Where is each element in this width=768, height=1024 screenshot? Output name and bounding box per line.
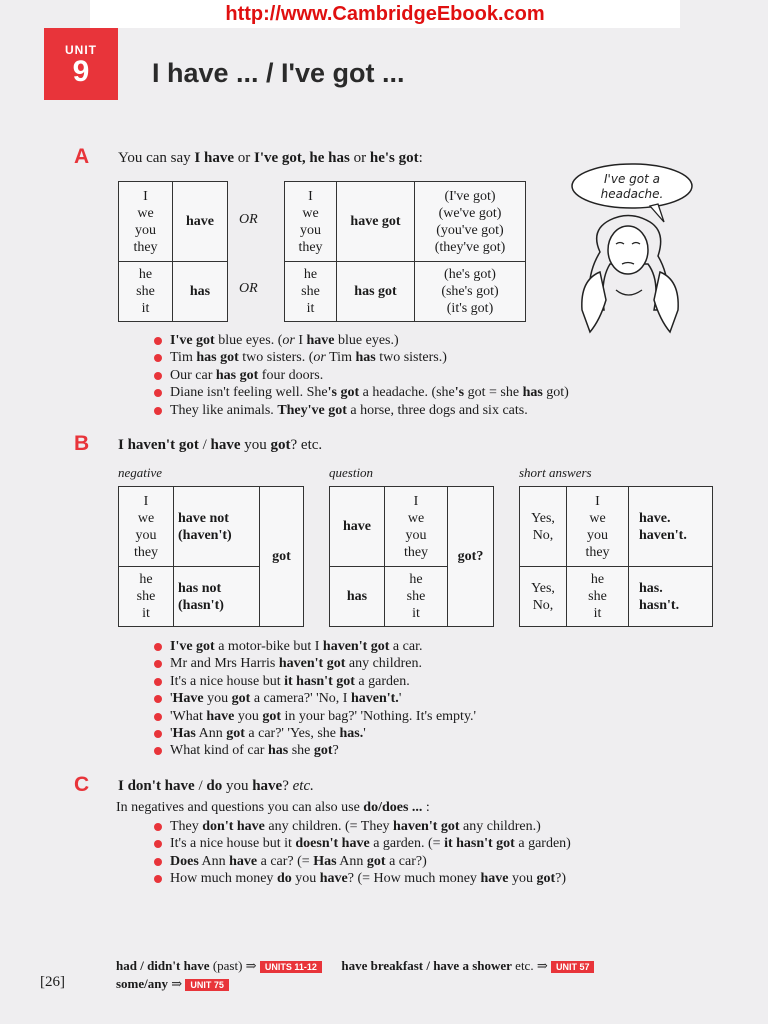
yes-no-bottom: Yes, No, (520, 567, 567, 627)
verb-has-not: has not (hasn't) (174, 567, 260, 627)
table-question (329, 486, 494, 627)
unit-link[interactable]: UNITS 11-12 (260, 961, 322, 973)
verb-have: have (330, 487, 385, 567)
unit-number: 9 (72, 55, 90, 88)
example-sentence: What kind of car has she got? (154, 742, 476, 759)
section-c-examples (154, 818, 571, 888)
pronouns-top: I we you they (385, 487, 448, 567)
speech-line: I've got a (604, 172, 660, 186)
yes-no-top: Yes, No, (520, 487, 567, 567)
example-sentence: They like animals. They've got a horse, three dogs and six cats. (154, 402, 569, 419)
example-sentence: Does Ann have a car? (= Has Ann got a car?) (154, 853, 571, 870)
unit-word: UNIT (65, 43, 97, 57)
verb-have-got: have got (337, 182, 415, 262)
table-have-got (284, 181, 526, 322)
example-sentence: They don't have any children. (= They haven't got any children.) (154, 818, 571, 835)
footer-cross-reference: had / didn't have (past) ⇒ UNITS 11-12 have breakfast / have a shower etc. ⇒ UNIT 57 (116, 958, 594, 974)
pronouns-top: I we you they (285, 182, 337, 262)
or-label: OR (239, 281, 258, 296)
example-sentence: Diane isn't feeling well. She's got a headache. (she's got = she has got) (154, 384, 569, 401)
section-c-letter: C (74, 773, 90, 796)
caption-negative: negative (118, 465, 163, 480)
table-have-has (118, 181, 228, 322)
page-number: [26] (40, 974, 65, 990)
verb-got: got (260, 487, 304, 627)
pronouns-bottom: he she it (119, 262, 173, 322)
pronouns-top: I we you they (119, 182, 173, 262)
example-sentence: 'Has Ann got a car?' 'Yes, she has.' (154, 725, 476, 742)
url-banner[interactable]: http://www.CambridgeEbook.com (90, 0, 680, 28)
section-a-intro: You can say I have or I've got, he has or he's got: (118, 150, 423, 166)
verb-have-not: have not (haven't) (174, 487, 260, 567)
pronouns-bottom: he she it (119, 567, 174, 627)
example-sentence: I've got blue eyes. (or I have blue eyes.) (154, 332, 569, 349)
example-sentence: It's a nice house but it doesn't have a garden. (= it hasn't got a garden) (154, 835, 571, 852)
section-c-note: In negatives and questions you can also use do/does ... : (116, 800, 430, 815)
example-sentence: 'Have you got a camera?' 'No, I haven't.' (154, 690, 476, 707)
example-sentence: How much money do you have? (= How much money have you got?) (154, 870, 571, 887)
page-title: I have ... / I've got ... (152, 58, 405, 88)
table-short-answers (519, 486, 713, 627)
answer-has: has. hasn't. (629, 567, 713, 627)
verb-got-question: got? (448, 487, 494, 627)
section-a-letter: A (74, 145, 90, 168)
table-negative (118, 486, 304, 627)
verb-has-got: has got (337, 262, 415, 322)
unit-badge (44, 28, 118, 100)
pronouns-bottom: he she it (567, 567, 629, 627)
headache-illustration (560, 160, 710, 340)
section-b-examples (154, 638, 476, 760)
pronouns-top: I we you they (567, 487, 629, 567)
example-sentence: Our car has got four doors. (154, 367, 569, 384)
example-sentence: Mr and Mrs Harris haven't got any children. (154, 655, 476, 672)
contractions-bottom: (he's got) (she's got) (it's got) (415, 262, 526, 322)
caption-question: question (329, 465, 374, 480)
verb-has: has (330, 567, 385, 627)
footer-cross-reference: some/any ⇒ UNIT 75 (116, 976, 229, 992)
speech-line: headache. (600, 187, 664, 201)
pronouns-bottom: he she it (385, 567, 448, 627)
section-a-examples (154, 332, 569, 419)
section-c-intro: I don't have / do you have? etc. (118, 778, 314, 794)
answer-have: have. haven't. (629, 487, 713, 567)
or-label: OR (239, 212, 258, 227)
verb-has: has (173, 262, 228, 322)
section-b-intro: I haven't got / have you got? etc. (118, 437, 323, 453)
caption-short-answers: short answers (519, 465, 592, 480)
pronouns-bottom: he she it (285, 262, 337, 322)
verb-have: have (173, 182, 228, 262)
contractions-top: (I've got) (we've got) (you've got) (they've got) (415, 182, 526, 262)
example-sentence: It's a nice house but it hasn't got a garden. (154, 673, 476, 690)
unit-link[interactable]: UNIT 57 (551, 961, 595, 973)
section-b-letter: B (74, 432, 90, 455)
example-sentence: 'What have you got in your bag?' 'Nothing. It's empty.' (154, 708, 476, 725)
example-sentence: Tim has got two sisters. (or Tim has two sisters.) (154, 349, 569, 366)
example-sentence: I've got a motor-bike but I haven't got a car. (154, 638, 476, 655)
pronouns-top: I we you they (119, 487, 174, 567)
unit-link[interactable]: UNIT 75 (185, 979, 229, 991)
